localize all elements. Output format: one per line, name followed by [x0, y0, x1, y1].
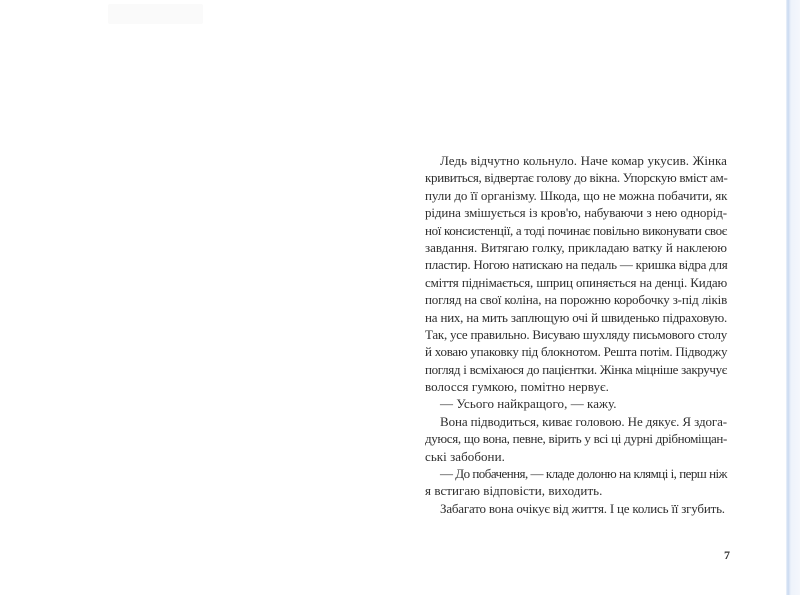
text-line: Забагато вона очікує від життя. І це колись її згубить.: [440, 500, 725, 516]
text-line: Ледь відчутно кольнуло. Наче комар укусив. Жінка: [440, 153, 727, 168]
text-line: дуюся, що вона, певне, вірить у всі ці дурні дрібноміщан-: [425, 431, 727, 447]
text-line: погляд і всміхаюся до пацієнтки. Жінка міцніше закручує: [425, 361, 727, 377]
text-line: Так, усе правильно. Висуваю шухляду письмового столу: [425, 326, 727, 342]
text-line: ної консистенції, а тоді починає повільно виконувати своє: [425, 222, 727, 238]
paragraph: [425, 413, 727, 465]
paragraph: [425, 152, 727, 395]
text-line: на них, на мить заплющую очі й швиденько підраховую.: [425, 309, 727, 325]
text-line: рідина змішується із кров'ю, набуваючи з нею одноpід-: [425, 205, 727, 221]
text-line: пули до її організму. Шкода, що не можна побачити, як: [425, 187, 728, 203]
paragraph: [425, 395, 727, 412]
paragraph: [425, 500, 727, 517]
viewer-edge: [786, 0, 800, 595]
text-line: сміття піднімається, шприц опиняється на денці. Кидаю: [425, 274, 727, 290]
text-line: ські забобони.: [425, 448, 505, 464]
text-line: пластир. Ногою натискаю на педаль — кришка відра для: [425, 257, 728, 273]
page-number: 7: [724, 548, 730, 562]
text-line: — До побачення, — кладе долоню на клямці і, перш ніж: [440, 466, 727, 482]
text-line: я встигаю відповісти, виходить.: [425, 483, 603, 499]
text-line: Вона підводиться, киває головою. Не дякує. Я здога-: [440, 413, 727, 429]
text-line: волосся гумкою, помітно нервує.: [425, 379, 609, 395]
page-text: [425, 152, 727, 517]
text-line: — Усього найкращого, — кажу.: [440, 396, 617, 412]
faded-header-mark: [108, 4, 203, 24]
paragraph: [425, 465, 727, 500]
text-line: завдання. Витягаю голку, прикладаю ватку й наклеюю: [425, 239, 727, 255]
text-line: й ховаю упаковку під блокнотом. Решта потім. Підводжу: [425, 344, 728, 360]
text-line: кривиться, відвертає голову до вікна. Упорскую вміст ам-: [425, 170, 728, 186]
text-line: погляд на свої коліна, на порожню коробочку з-під ліків: [425, 292, 728, 308]
